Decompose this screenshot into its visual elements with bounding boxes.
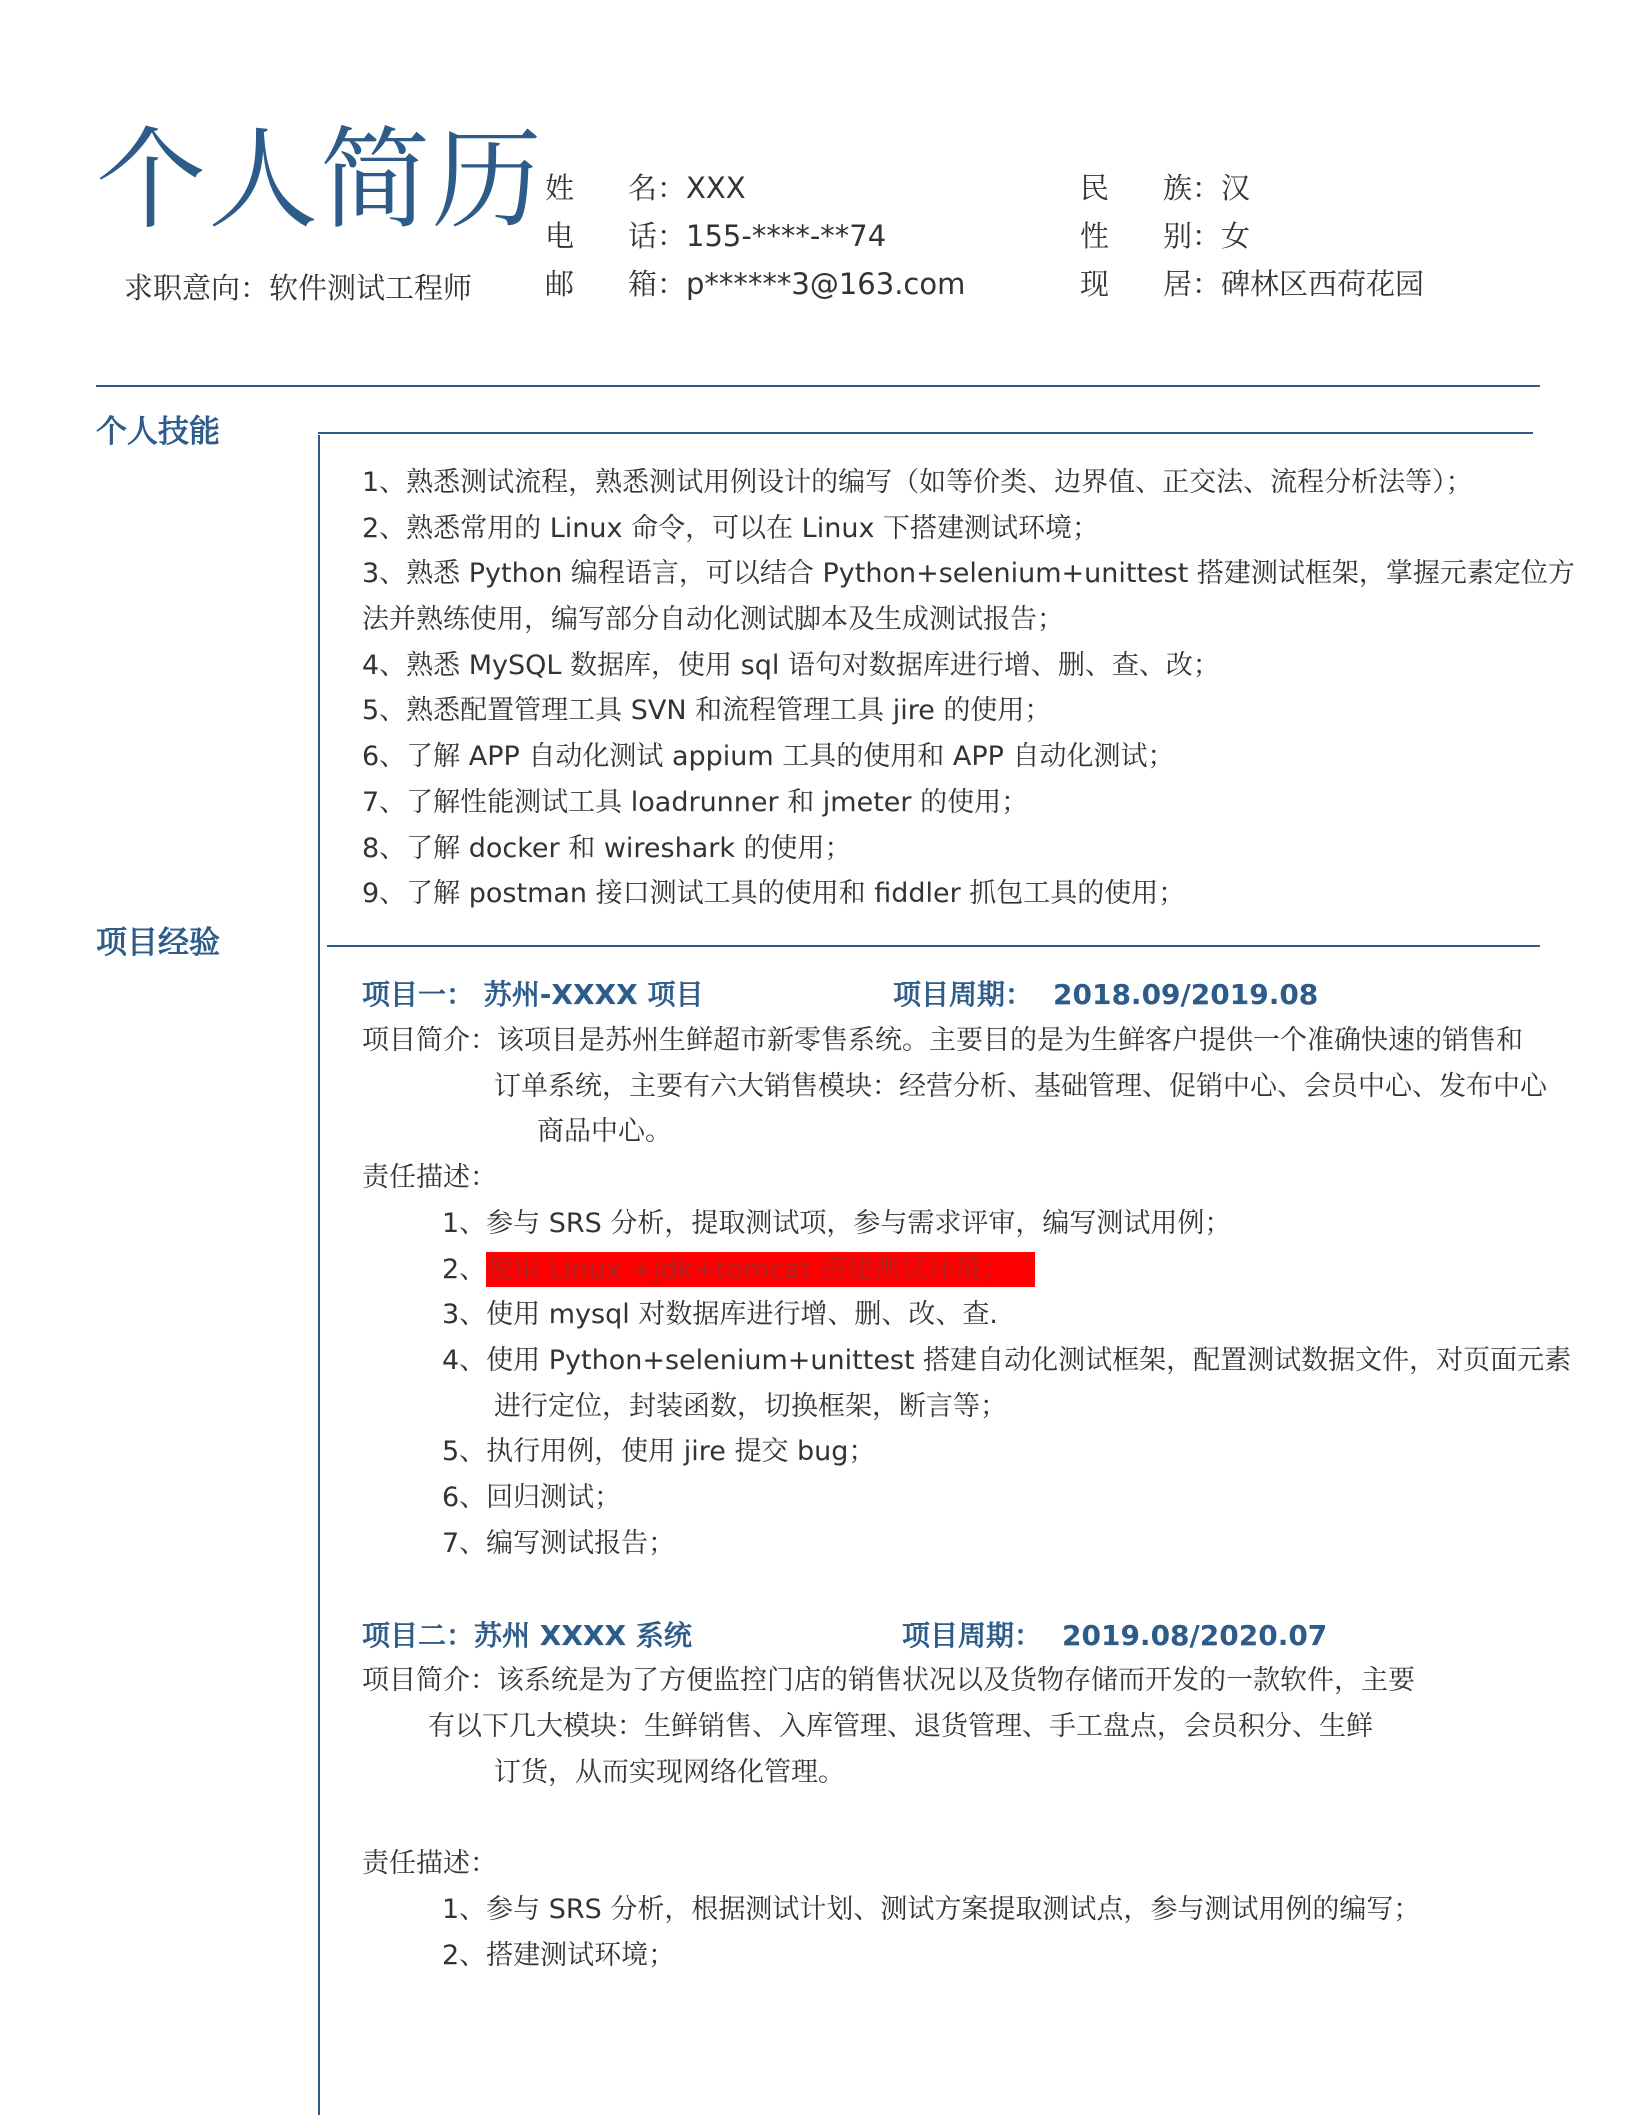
project1-duty: 进行定位，封装函数，切换框架，断言等； xyxy=(494,1391,1007,1422)
project1-duty2-prefix: 2、 xyxy=(442,1254,487,1285)
info-email-value: p******3@163.com xyxy=(686,267,966,301)
resume-title: 个人简历 xyxy=(96,116,544,244)
project1-period: 2018.09/2019.08 xyxy=(1053,978,1319,1011)
project1-duty-label: 责任描述： xyxy=(362,1162,497,1193)
project2-intro-line: 有以下几大模块：生鲜销售、入库管理、退货管理、手工盘点，会员积分、生鲜 xyxy=(428,1711,1373,1742)
info-ethnicity-value: 汉 xyxy=(1221,171,1251,205)
skill-line: 3、熟悉 Python 编程语言，可以结合 Python+selenium+unittest 搭建测试框架，掌握元素定位方 xyxy=(362,558,1575,589)
skill-line: 法并熟练使用，编写部分自动化测试脚本及生成测试报告； xyxy=(362,604,1064,635)
project2-name: 项目二：苏州 XXXX 系统 xyxy=(362,1619,692,1652)
project1-name: 项目一： 苏州-XXXX 项目 xyxy=(362,978,704,1011)
header-divider xyxy=(96,385,1540,387)
project2-duty-label: 责任描述： xyxy=(362,1848,497,1879)
info-gender-value: 女 xyxy=(1221,219,1251,253)
project1-duty: 5、执行用例，使用 jire 提交 bug； xyxy=(442,1436,876,1467)
projects-section-title: 项目经验 xyxy=(96,925,220,961)
skill-line: 1、熟悉测试流程，熟悉测试用例设计的编写（如等价类、边界值、正交法、流程分析法等）； xyxy=(362,467,1473,498)
project1-duty: 1、参与 SRS 分析，提取测试项，参与需求评审，编写测试用例； xyxy=(442,1208,1232,1239)
highlighted-text: 使用 Linux +jdk+tomcat 搭建测试环境； xyxy=(486,1252,1034,1287)
skill-line: 6、了解 APP 自动化测试 appium 工具的使用和 APP 自动化测试； xyxy=(362,741,1175,772)
skill-line: 9、了解 postman 接口测试工具的使用和 fiddler 抓包工具的使用； xyxy=(362,878,1186,909)
project1-duty: 6、回归测试； xyxy=(442,1482,622,1513)
project1-duty: 7、编写测试报告； xyxy=(442,1528,676,1559)
project2-intro-line: 项目简介：该系统是为了方便监控门店的销售状况以及货物存储而开发的一款软件，主要 xyxy=(362,1665,1415,1696)
project1-intro-line: 项目简介：该项目是苏州生鲜超市新零售系统。主要目的是为生鲜客户提供一个准确快速的销售和 xyxy=(362,1025,1523,1056)
project1-duty-highlighted xyxy=(442,1250,1035,1290)
info-phone-value: 155-****-**74 xyxy=(686,219,887,253)
skill-line: 5、熟悉配置管理工具 SVN 和流程管理工具 jire 的使用； xyxy=(362,695,1052,726)
project1-period-label: 项目周期： xyxy=(893,978,1034,1011)
info-name-value: XXX xyxy=(686,171,746,205)
project2-duty: 2、搭建测试环境； xyxy=(442,1940,676,1971)
skill-line: 4、熟悉 MySQL 数据库，使用 sql 语句对数据库进行增、删、查、改； xyxy=(362,650,1220,681)
project1-intro-line: 商品中心。 xyxy=(537,1116,672,1147)
job-intent-label: 求职意向： xyxy=(124,271,270,305)
project2-intro-line: 订货，从而实现网络化管理。 xyxy=(494,1757,845,1788)
skill-line: 8、了解 docker 和 wireshark 的使用； xyxy=(362,833,852,864)
project1-duty: 3、使用 mysql 对数据库进行增、删、改、查. xyxy=(442,1299,998,1330)
project1-duty: 4、使用 Python+selenium+unittest 搭建自动化测试框架，配置测试数据文件，对页面元素 xyxy=(442,1345,1572,1376)
section-vertical-rule xyxy=(318,435,320,2115)
project2-duty: 1、参与 SRS 分析，根据测试计划、测试方案提取测试点，参与测试用例的编写； xyxy=(442,1894,1421,1925)
skills-section-title: 个人技能 xyxy=(96,414,220,450)
project1-intro-line: 订单系统，主要有六大销售模块：经营分析、基础管理、促销中心、会员中心、发布中心 xyxy=(494,1071,1547,1102)
projects-divider xyxy=(327,945,1540,947)
project2-period-label: 项目周期： xyxy=(902,1619,1043,1652)
project2-period: 2019.08/2020.07 xyxy=(1062,1619,1328,1652)
info-residence-value: 碑林区西荷花园 xyxy=(1221,267,1425,301)
job-intent-value: 软件测试工程师 xyxy=(269,271,473,305)
skill-line: 2、熟悉常用的 Linux 命令，可以在 Linux 下搭建测试环境； xyxy=(362,513,1100,544)
skills-divider xyxy=(318,432,1533,434)
skill-line: 7、了解性能测试工具 loadrunner 和 jmeter 的使用； xyxy=(362,787,1029,818)
job-intent xyxy=(124,268,472,308)
